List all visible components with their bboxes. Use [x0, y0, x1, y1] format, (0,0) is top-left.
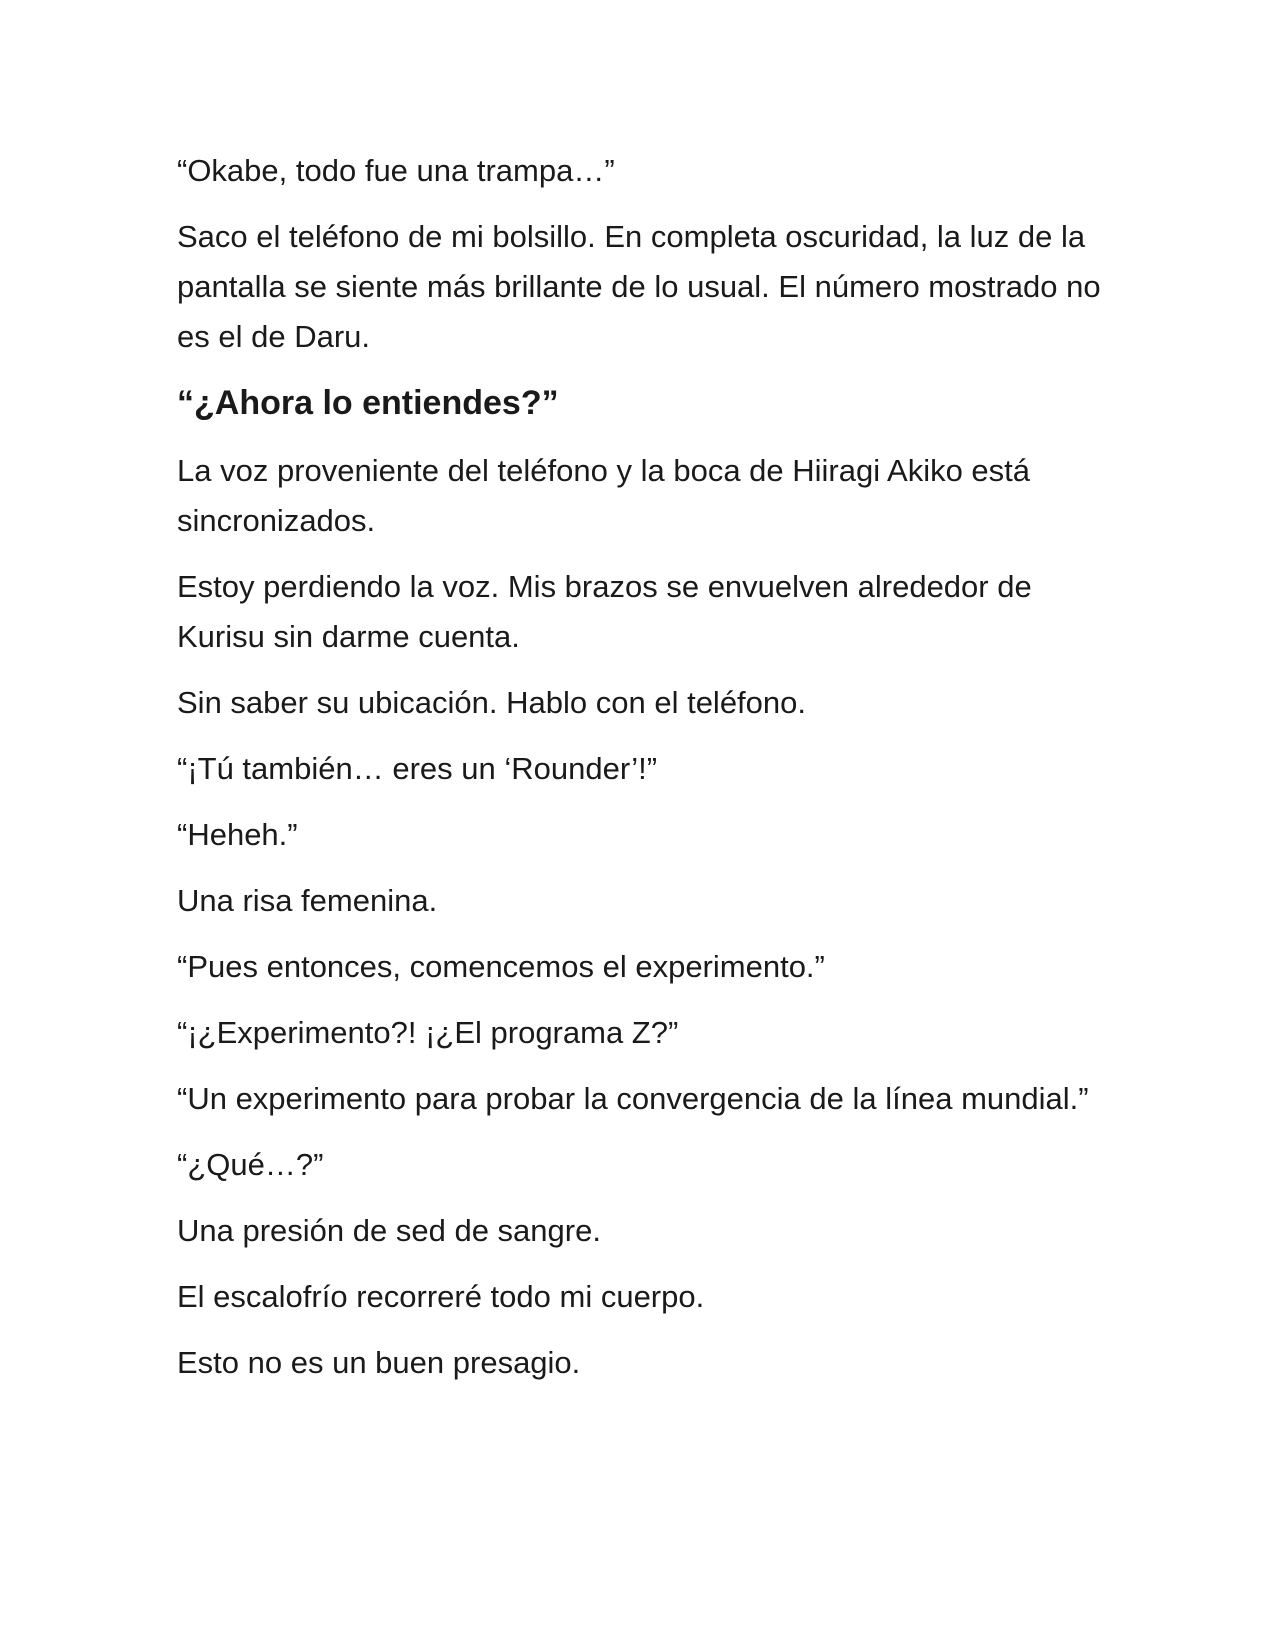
paragraph: “Okabe, todo fue una trampa…” [177, 153, 615, 188]
paragraph: “¡¿Experimento?! ¡¿El programa Z?” [177, 1015, 679, 1050]
paragraph: Una presión de sed de sangre. [177, 1213, 601, 1248]
emphasized-dialogue: “¿Ahora lo entiendes?” [177, 384, 559, 422]
paragraph: La voz proveniente del teléfono y la boca de Hiiragi Akiko está sincronizados. [177, 453, 1031, 538]
paragraph: Esto no es un buen presagio. [177, 1345, 581, 1380]
paragraph: Estoy perdiendo la voz. Mis brazos se envuelven alrededor de Kurisu sin darme cuenta. [177, 569, 1032, 654]
paragraph: El escalofrío recorreré todo mi cuerpo. [177, 1279, 705, 1314]
paragraph: Saco el teléfono de mi bolsillo. En completa oscuridad, la luz de la pantalla se siente más brillante de lo usual. El número mostrado no es el de Daru. [177, 219, 1101, 354]
paragraph: “¡Tú también… eres un ‘Rounder’!” [177, 751, 658, 786]
document-body [177, 146, 1107, 1404]
paragraph: “¿Qué…?” [177, 1147, 324, 1182]
paragraph: “Heheh.” [177, 817, 298, 852]
paragraph: Sin saber su ubicación. Hablo con el teléfono. [177, 685, 807, 720]
paragraph: Una risa femenina. [177, 883, 438, 918]
paragraph: “Pues entonces, comencemos el experimento.” [177, 949, 825, 984]
paragraph: “Un experimento para probar la convergencia de la línea mundial.” [177, 1081, 1089, 1116]
